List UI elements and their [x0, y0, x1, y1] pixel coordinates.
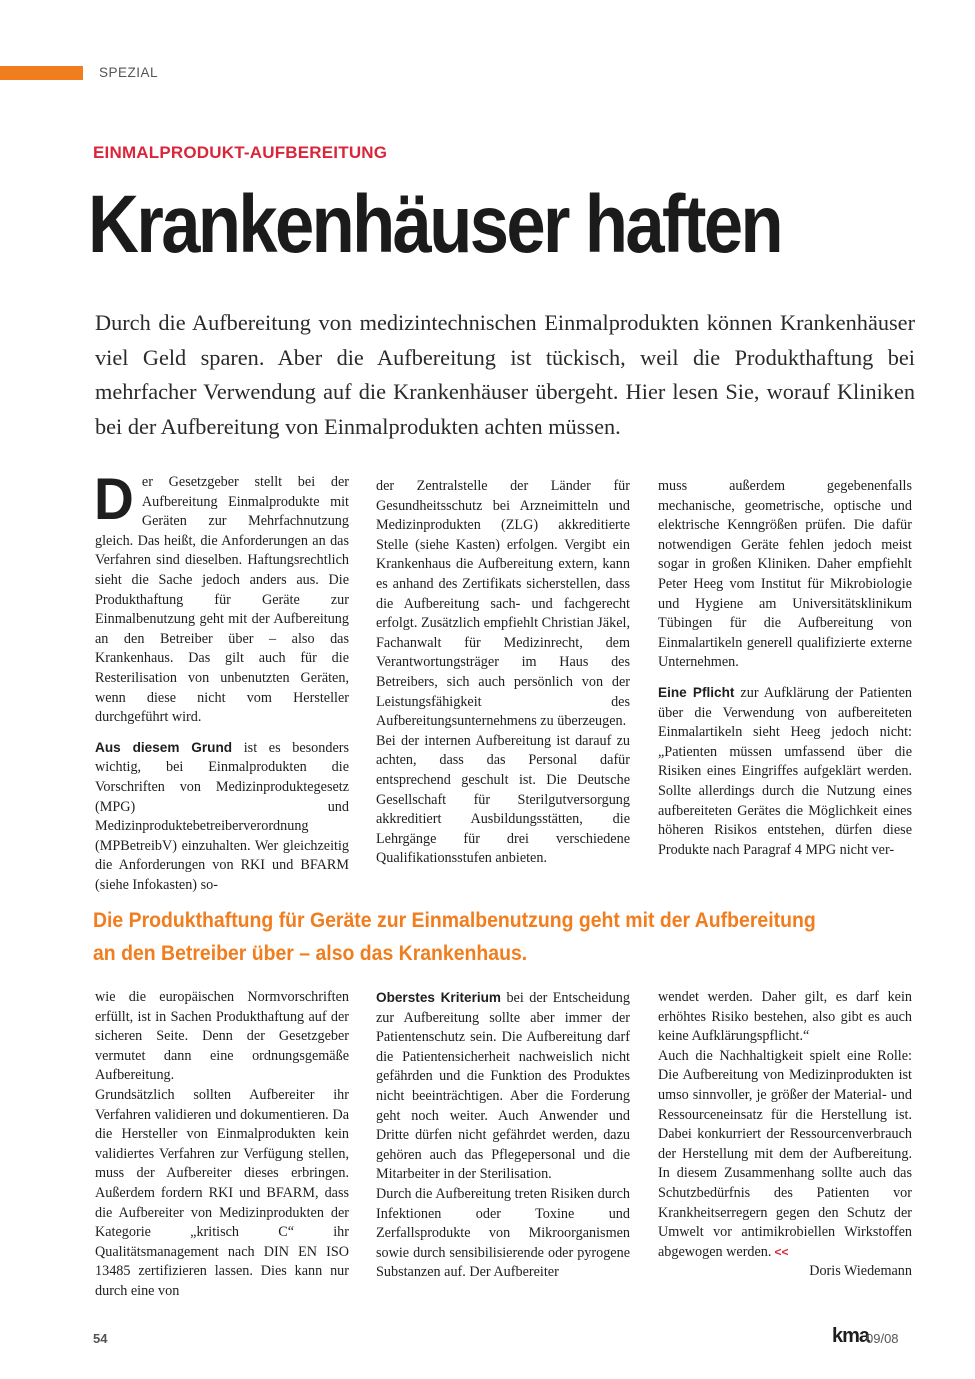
paragraph — [658, 683, 912, 860]
pull-quote: Die Produkthaftung für Geräte zur Einmalbenutzung geht mit der Aufbereitung an den Betreiber über – also das Krankenhaus. — [93, 907, 816, 965]
paragraph — [95, 738, 349, 896]
paragraph-text: Grundsätzlich sollten Aufbereiter ihr Verfahren validieren und dokumentieren. Da die Hersteller von Einmalprodukten kein validiertes Verfahren zur Verfügung stellen, muss der Aufbereiter dieses erbringen. Außerdem fordern RKI und BFARM, dass die Aufbereiter von Medizinprodukten der Kategorie „kritisch C“ ihr Qualitätsmanagement nach DIN EN ISO 13485 zertifizieren lassen. Dies kann nur durch eine von — [95, 1086, 349, 1299]
lead-paragraph: Durch die Aufbereitung von medizintechnischen Einmalprodukten können Krankenhäuser viel Geld sparen. Aber die Aufbereitung ist tückisch, weil die Produkthaftung bei mehrfacher Verwendung auf die Krankenhäuser übergeht. Hier lesen Sie, worauf Kliniken bei der Aufbereitung von Einmalprodukten achten müssen. — [95, 310, 915, 439]
magazine-logo: kma — [832, 1325, 870, 1347]
paragraph — [94, 467, 349, 728]
column-1-bottom — [95, 988, 349, 1302]
paragraph-text: Durch die Aufbereitung treten Risiken durch Infektionen oder Toxine und Zerfallsprodukte von Mikroorganismen sowie durch sensibilisierende oder pyrogene Substanzen auf. Der Aufbereiter — [376, 1185, 630, 1281]
author-name: Doris Wiedemann — [809, 1263, 912, 1280]
column-3-top — [658, 477, 912, 860]
paragraph-text: wie die europäischen Normvorschriften erfüllt, ist in Sachen Produkthaftung auf der sicheren Seite. Denn der Gesetzgeber vermutet dann eine ordnungsgemäße Aufbereitung. — [95, 989, 349, 1084]
drop-cap: D — [94, 467, 134, 532]
section-label: SPEZIAL — [99, 65, 159, 80]
issue-number: 09/08 — [866, 1331, 899, 1346]
end-mark: << — [774, 1244, 789, 1259]
headline: Krankenhäuser haften — [88, 179, 781, 270]
paragraph-text: der Zentralstelle der Länder für Gesundheitsschutz bei Arzneimitteln und Medizinprodukten (ZLG) akkreditierte Stelle (siehe Kasten) erfolgen. Vergibt ein Krankenhaus die Aufbereitung extern, kann es anhand des Zertifikats sicherstellen, dass die Aufbereitung sach- und fachgerecht erfolgt. Zusätzlich empfiehlt Christian Jäkel, Fachanwalt für Medizinrecht, dem Verantwortungsträger im Haus des Betreibers, sich auch persönlich von der Leistungsfähigkeit des Aufbereitungsunternehmens zu überzeugen. — [376, 478, 630, 730]
run-in-heading: Aus diesem Grund — [95, 739, 233, 755]
page-number: 54 — [93, 1331, 108, 1346]
paragraph-text: muss außerdem gegebenenfalls mechanische, geometrische, optische und elektrische Kenngrößen prüfen. Die dafür notwendigen Geräte fehlen jedoch meist sogar in großen Kliniken. Daher empfiehlt Peter Heeg vom Institut für Mikrobiologie und Hygiene am Universitätsklinikum Tübingen für die Aufbereitung von Einmalartikeln generell qualifizierte externe Unternehmen. — [658, 478, 912, 671]
kicker: EINMALPRODUKT-AUFBEREITUNG — [93, 143, 388, 162]
column-1-top — [94, 467, 349, 895]
run-in-heading: Oberstes Kriterium — [376, 990, 502, 1005]
paragraph-text: wendet werden. Daher gilt, es darf kein erhöhtes Risiko bestehen, also gibt es auch keine Aufklärungspflicht.“ — [658, 989, 912, 1045]
paragraph-text: er Gesetzgeber stellt bei der Aufbereitung Einmalprodukte mit Geräten zur Mehrfachnutzung gleich. Das heißt, die Anforderungen an das Verfahren sind dieselben. Haftungsrechtlich sieht die Sache jedoch anders aus. Die Produkthaftung für Geräte zur Einmalbenutzung geht mit der Aufbereitung an den Betreiber über – also das Krankenhaus. Das gilt auch für die Resterilisation von unbenutzten Geräten, wenn diese nicht vom Hersteller durchgeführt wird. — [95, 474, 349, 726]
paragraph — [658, 1047, 912, 1263]
paragraph-text: Auch die Nachhaltigkeit spielt eine Rolle: Die Aufbereitung von Medizinprodukten ist umso sinnvoller, je größer der Material- und Ressourceneinsatz für die Herstellung ist. Dabei konkurriert der Ressourcenverbrauch der Herstellung mit dem der Aufbereitung. In diesem Zusammenhang sollte auch das Schutzbedürfnis des Patienten vor Krankheitserregern gegen den Schutz der Umwelt vor antimikrobiellen Wirkstoffen abgewogen werden. — [658, 1047, 912, 1260]
section-marker-bar — [0, 66, 83, 80]
run-in-heading: Eine Pflicht — [658, 684, 735, 700]
column-3-bottom — [658, 988, 912, 1282]
paragraph-text: bei der Entscheidung zur Aufbereitung sollte aber immer der Patientenschutz sein. Die Aufbereitung darf die Patientensicherheit nachweislich nicht gefährden und die Funktion des Produktes nicht beeinträchtigen. Aber die Forderung geht noch weiter. Auch Anwender und Dritte dürfen nicht gefährdet werden, dazu gehören auch das Pflegepersonal und die Mitarbeiter in der Sterilisation. — [376, 990, 630, 1183]
paragraph — [376, 988, 630, 1185]
column-2-bottom — [376, 988, 630, 1283]
paragraph-text: ist es besonders wichtig, bei Einmalprodukten die Vorschriften von Medizinproduktegesetz (MPG) und Medizinproduktebetreiberverordnung (MPBetreibV) einzuhalten. Wer gleichzeitig die Anforderungen von RKI und BFARM (siehe Infokasten) so- — [95, 739, 349, 893]
column-2-top — [376, 477, 630, 869]
paragraph-text: Bei der internen Aufbereitung ist darauf zu achten, dass das Personal dafür entsprechend geschult ist. Die Deutsche Gesellschaft für Sterilgutversorgung akkreditiert Ausbildungsstätten, die Lehrgänge für drei verschiedene Qualifikationsstufen anbieten. — [376, 732, 630, 867]
paragraph-text: zur Aufklärung der Patienten über die Verwendung von aufbereiteten Einmalartikeln sieht Heeg jedoch nicht: „Patienten müssen umfassend über die Risiken eines Eingriffes aufgeklärt werden. Sollte allerdings durch die Nutzung eines aufbereiteten Gerätes die Möglichkeit eines höheren Risikos entstehen, dürfen diese Produkte nach Paragraf 4 MPG nicht ver- — [658, 684, 912, 858]
